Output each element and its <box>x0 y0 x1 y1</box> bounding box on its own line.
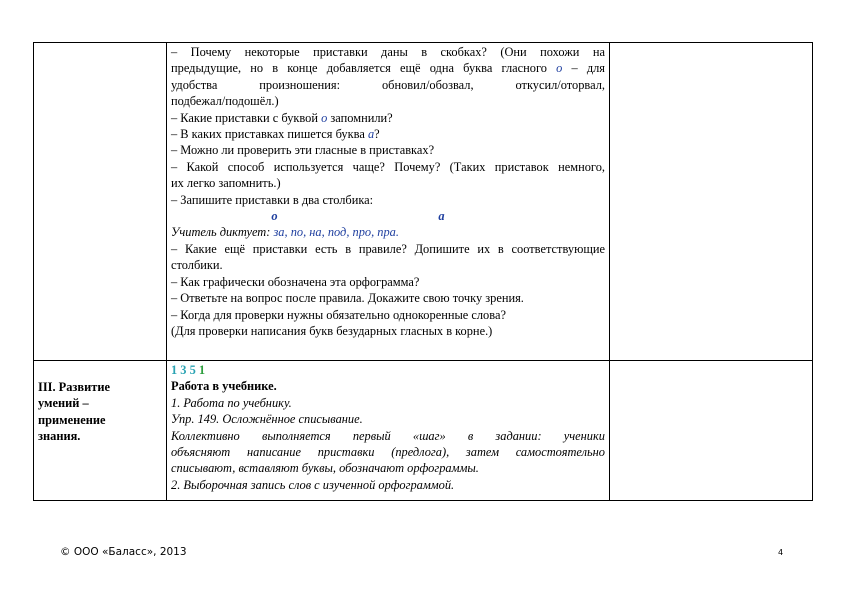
text-line: – Какой способ используется чаще? Почему? (Таких приставок немного, <box>171 159 605 174</box>
exercise-line: Упр. 149. Осложнённое списывание. <box>171 412 363 427</box>
stage-title <box>38 361 162 445</box>
stage-cell <box>34 43 167 361</box>
text-line: объясняют написание приставки (предлога), затем самостоятельно <box>171 445 605 460</box>
text-line: – В каких приставках пишется буква а? <box>171 127 380 142</box>
prefix-columns <box>171 208 605 224</box>
table-row <box>34 361 813 501</box>
text-line: – Какие ещё приставки есть в правиле? Допишите их в соответствующие <box>171 241 605 256</box>
stage-title-line: знания. <box>38 429 81 444</box>
task-numbers-green: 1 <box>198 363 206 377</box>
item-2: 2. Выборочная запись слов с изученной орфограммой. <box>171 477 455 492</box>
text-line: их легко запомнить.) <box>171 176 281 191</box>
text-line: – Как графически обозначена эта орфограмма? <box>171 274 420 289</box>
text-line: – Какие приставки с буквой о запомнили? <box>171 110 393 125</box>
text-line: подбежал/подошёл.) <box>171 94 279 109</box>
task-numbers-teal: 1 3 5 <box>171 363 196 377</box>
text-line: столбики. <box>171 258 223 273</box>
stage-title-line: умений – <box>38 396 89 411</box>
text-line: – Когда для проверки нужны обязательно однокоренные слова? <box>171 307 506 322</box>
content-cell <box>167 361 610 501</box>
text-line: (Для проверки написания букв безударных гласных в корне.) <box>171 323 493 338</box>
text-line: – Можно ли проверить эти гласные в приставках? <box>171 143 435 158</box>
stage-title-line: применение <box>38 412 106 427</box>
text-line: – Запишите приставки в два столбика: <box>171 192 374 207</box>
item-1: 1. Работа по учебнику. <box>171 395 292 410</box>
column-a-label: а <box>438 209 445 224</box>
text-line: – Ответьте на вопрос после правила. Докажите свою точку зрения. <box>171 291 524 306</box>
stage-title-line: III. Развитие <box>38 380 110 394</box>
text-line: – Почему некоторые приставки даны в скобках? (Они похожи на <box>171 45 605 59</box>
highlighted-letter: о <box>556 61 563 76</box>
content-cell <box>167 43 610 361</box>
dictation-line <box>171 224 605 240</box>
text-line: предыдущие, но в конце добавляется ещё одна буква гласного о – для <box>171 61 606 76</box>
dictation-label: Учитель диктует: <box>171 225 271 240</box>
text-line: удобства произношения: обновил/обозвал, откусил/оторвал, <box>171 77 605 92</box>
dictation-text: за, по, на, под, про, пра. <box>270 225 399 240</box>
page-number: 4 <box>778 548 784 557</box>
stage-cell <box>34 361 167 501</box>
notes-cell <box>610 43 813 361</box>
lesson-table <box>33 42 813 501</box>
text-line: списывают, вставляют буквы, обозначают орфограммы. <box>171 461 479 476</box>
text-line: Коллективно выполняется первый «шаг» в задании: ученики <box>171 428 605 443</box>
notes-cell <box>610 361 813 501</box>
column-o-label: о <box>271 209 278 224</box>
highlighted-letter: о <box>321 110 328 125</box>
highlighted-letter: а <box>367 127 375 142</box>
table-row <box>34 43 813 361</box>
task-numbers <box>171 362 605 378</box>
section-heading: Работа в учебнике. <box>171 379 277 394</box>
copyright-footer: © ООО «Баласс», 2013 <box>60 546 187 558</box>
